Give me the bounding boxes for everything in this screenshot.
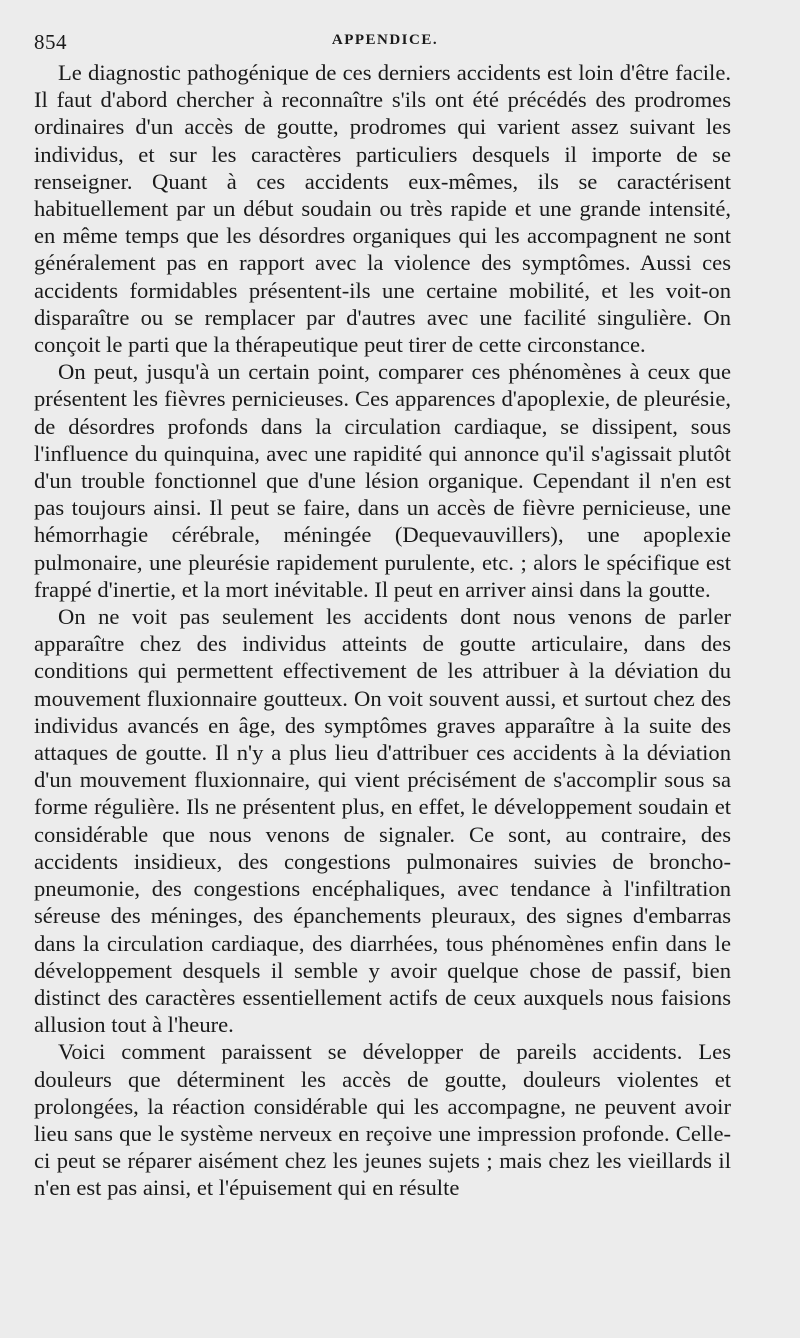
body-text [34,59,731,1202]
running-head: APPENDICE. [331,32,439,48]
page-number: 854 [34,30,67,54]
page-header [34,30,736,56]
paragraph-elderly-symptoms: On ne voit pas seulement les accidents dont nous venons de parler apparaître chez des individus atteints de goutte articulaire, dans des conditions qui permettent effectivement de les attribuer à la déviation du mouvement fluxionnaire goutteux. On voit souvent aussi, et surtout chez des individus avancés en âge, des symptômes graves apparaître à la suite des attaques de goutte. Il n'y a plus lieu d'attribuer ces accidents à la déviation d'un mouvement fluxionnaire, qui vient précisément de s'accomplir sous sa forme régulière. Ils ne présentent plus, en effet, le développement soudain et considérable que nous venons de signaler. Ce sont, au contraire, des accidents insidieux, des congestions pulmonaires suivies de broncho-pneumonie, des congestions encéphaliques, avec tendance à l'infiltration séreuse des méninges, des épanchements pleuraux, des signes d'embarras dans la circulation cardiaque, des diarrhées, tous phénomènes enfin dans le développement desquels il semble y avoir quelque chose de passif, bien distinct des caractères essentiellement actifs de ceux auxquels nous faisions allusion tout à l'heure. [34,604,731,1038]
paragraph-diagnostic: Le diagnostic pathogénique de ces derniers accidents est loin d'être facile. Il faut d'abord chercher à reconnaître s'ils ont été précédés des prodromes ordinaires d'un accès de goutte, prodromes qui varient assez suivant les individus, et sur les caractères particuliers desquels il importe de se renseigner. Quant à ces accidents eux-mêmes, ils se caractérisent habituellement par un début soudain ou très rapide et une grande intensité, en même temps que les désordres organiques qui les accompagnent ne sont généralement pas en rapport avec la violence des symptômes. Aussi ces accidents formidables présentent-ils une certaine mobilité, et les voit-on disparaître ou se remplacer par d'autres avec une facilité singulière. On conçoit le parti que la thérapeutique peut tirer de cette circonstance. [34,60,731,358]
paragraph-comparison-fevers: On peut, jusqu'à un certain point, comparer ces phénomènes à ceux que présentent les fièvres pernicieuses. Ces apparences d'apoplexie, de pleurésie, de désordres profonds dans la circulation cardiaque, se dissipent, sous l'influence du quinquina, avec une rapidité qui annonce qu'il s'agissait plutôt d'un trouble fonctionnel que d'une lésion organique. Cependant il n'en est pas toujours ainsi. Il peut se faire, dans un accès de fièvre pernicieuse, une hémorrhagie cérébrale, méningée (Dequevauvillers), une apoplexie pulmonaire, une pleurésie rapidement purulente, etc. ; alors le spécifique est frappé d'inertie, et la mort inévitable. Il peut en arriver ainsi dans la goutte. [34,359,731,602]
paragraph-development: Voici comment paraissent se développer de pareils accidents. Les douleurs que déterminent les accès de goutte, douleurs violentes et prolongées, la réaction considérable qui les accompagne, ne peuvent avoir lieu sans que le système nerveux en reçoive une impression profonde. Celle-ci peut se réparer aisément chez les jeunes sujets ; mais chez les vieillards il n'en est pas ainsi, et l'épuisement qui en résulte [34,1039,731,1201]
